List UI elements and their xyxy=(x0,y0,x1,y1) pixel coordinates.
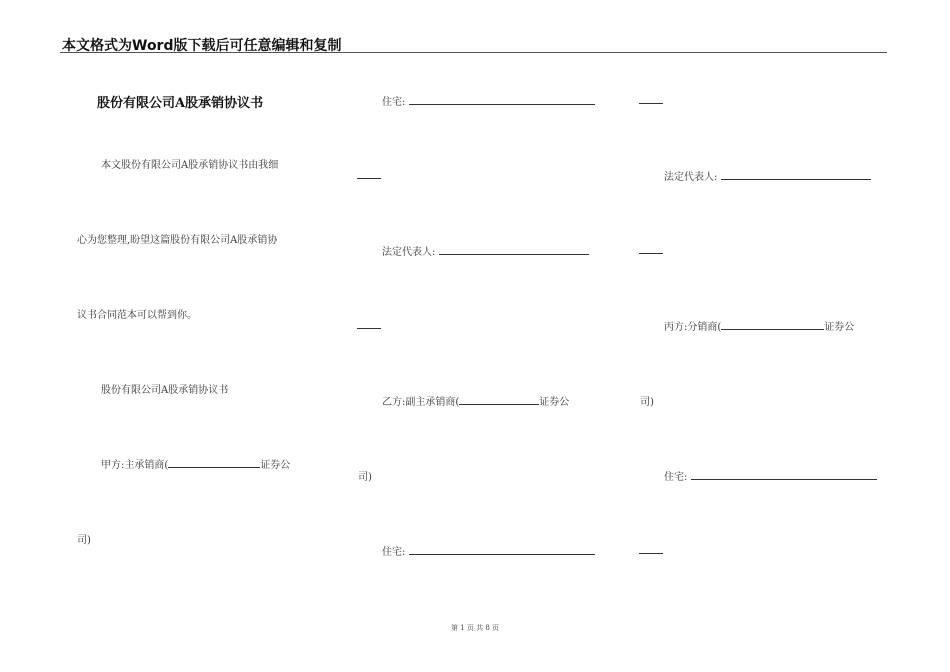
address-label-2: 住宅: xyxy=(382,547,406,558)
intro-line-1: 本文股份有限公司A股承销协议书由我细 xyxy=(101,160,279,171)
blank-line xyxy=(639,253,663,254)
legal-rep-line-1 xyxy=(382,243,589,258)
address-label-1: 住宅: xyxy=(382,97,406,108)
page-number: 第 1 页 共 8 页 xyxy=(450,624,500,632)
party-c-line-end: 司) xyxy=(640,397,654,408)
party-b-suffix: 证券公 xyxy=(539,397,570,408)
party-a-line xyxy=(101,456,290,471)
address-field-3 xyxy=(691,469,877,480)
legal-rep-field-2 xyxy=(721,169,871,180)
intro-line-3: 议书合同范本可以帮到你。 xyxy=(77,310,197,321)
blank-line xyxy=(639,553,663,554)
address-line-2 xyxy=(382,543,595,558)
document-title: 股份有限公司A股承销协议书 xyxy=(97,96,264,111)
party-b-line-end: 司) xyxy=(358,472,372,483)
blank-line xyxy=(357,328,381,329)
intro-line-2: 心为您整理,盼望这篇股份有限公司A股承销协 xyxy=(77,235,278,246)
party-c-label: 丙方:分销商( xyxy=(664,322,722,333)
address-line-3 xyxy=(664,468,877,483)
legal-rep-label-2: 法定代表人: xyxy=(664,172,718,183)
party-b-name-field xyxy=(459,394,539,405)
document-header: 本文格式为Word版下载后可任意编辑和复制 xyxy=(62,38,342,54)
party-b-line xyxy=(382,393,569,408)
party-a-suffix: 证券公 xyxy=(260,460,291,471)
party-c-name-field xyxy=(721,319,824,330)
legal-rep-label-1: 法定代表人: xyxy=(382,247,436,258)
address-field-1 xyxy=(409,94,595,105)
address-field-2 xyxy=(409,544,595,555)
blank-line xyxy=(357,178,381,179)
legal-rep-field-1 xyxy=(439,244,589,255)
party-a-label: 甲方:主承销商( xyxy=(101,460,169,471)
header-divider xyxy=(60,52,887,53)
party-a-name-field xyxy=(168,457,260,468)
party-c-suffix: 证券公 xyxy=(824,322,855,333)
legal-rep-line-2 xyxy=(664,168,871,183)
party-a-line-end: 司) xyxy=(77,535,91,546)
address-label-3: 住宅: xyxy=(664,472,688,483)
blank-line xyxy=(639,103,663,104)
party-c-line xyxy=(664,318,854,333)
address-line-1 xyxy=(382,93,595,108)
agreement-subtitle: 股份有限公司A股承销协议书 xyxy=(101,385,229,396)
party-b-label: 乙方:副主承销商( xyxy=(382,397,460,408)
